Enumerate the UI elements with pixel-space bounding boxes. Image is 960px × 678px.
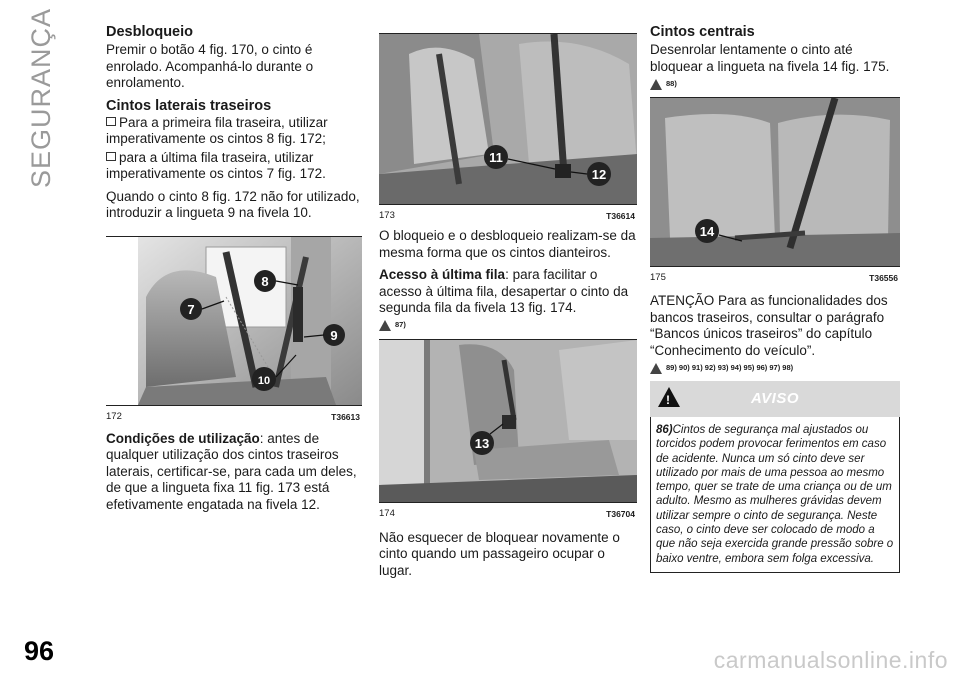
heading-laterais: Cintos laterais traseiros xyxy=(106,97,272,114)
callout-11: 11 xyxy=(489,150,503,165)
section-title: SEGURANÇA xyxy=(26,7,56,188)
column-3 xyxy=(650,24,900,573)
callout-13: 13 xyxy=(474,435,490,451)
checkbox-icon xyxy=(106,152,116,161)
figure-172 xyxy=(106,236,362,406)
heading-centrais: Cintos centrais xyxy=(650,24,755,40)
warning-triangle-icon xyxy=(658,387,680,407)
para-acesso: Acesso à última fila: para facilitar o acesso à última fila, desapertar o cinto da segunda fila da fivela 13 fig. 174. xyxy=(379,267,629,315)
figure-173-caption: 173 T36614 xyxy=(379,210,635,221)
aviso-header: ! AVISO xyxy=(650,381,900,417)
figure-174-image xyxy=(379,340,637,502)
callout-8: 8 xyxy=(261,273,269,289)
callout-9: 9 xyxy=(330,327,338,343)
figure-174 xyxy=(379,339,637,503)
para-atencao: ATENÇÃO Para as funcionalidades dos bancos traseiros, consultar o parágrafo “Bancos únicos traseiros” do capítulo “Conhecimento do veículo”. xyxy=(650,293,888,358)
heading-desbloqueio: Desbloqueio xyxy=(106,24,194,40)
para-desbloqueio: Premir o botão 4 fig. 170, o cinto é enrolado. Acompanhá-lo durante o enrolamento. xyxy=(106,42,314,90)
watermark: carmanualsonline.info xyxy=(713,647,948,673)
figure-172-caption: 172 T36613 xyxy=(106,410,360,422)
callout-10: 10 xyxy=(257,374,271,387)
aviso-box: 86)Cintos de segurança mal ajustados ou torcidos podem provocar ferimentos em caso de acidente. Nunca um só cinto deve ser utilizado por mais de uma pessoa ao mesmo tempo, quer se trate de uma criança ou de um adulto. Mesmo as mulheres grávidas devem utilizar sempre o cinto de segurança. Neste caso, o cinto deve ser colocado de modo a que não seja exercida grande pressão sobre o baixo ventre, embora sem folga excessiva. xyxy=(650,417,900,573)
warning-triangle-icon xyxy=(379,320,391,331)
callout-12: 12 xyxy=(591,167,607,182)
figure-175-caption: 175 T36556 xyxy=(650,272,898,283)
checkbox-icon xyxy=(106,117,116,126)
figure-172-image xyxy=(106,237,362,405)
warning-reference-88: 88) xyxy=(650,77,900,91)
warning-references-89-98: 89) 90) 91) 92) 93) 94) 95) 96) 97) 98) xyxy=(650,361,900,375)
callout-7: 7 xyxy=(187,301,195,317)
column-2 xyxy=(379,33,637,585)
warning-reference-87: 87) xyxy=(379,319,637,333)
para-condicoes: Condições de utilização: antes de qualquer utilização dos cintos traseiros laterais, certificar-se, para cada um deles, de que a lingueta fixa 11 fig. 173 está efetivamente engatada na fivela 12. xyxy=(106,430,357,512)
warning-triangle-icon xyxy=(650,363,662,374)
para-centrais: Desenrolar lentamente o cinto até bloquear a lingueta na fivela 14 fig. 175. xyxy=(650,42,890,74)
figure-174-caption: 174 T36704 xyxy=(379,507,635,519)
column-1 xyxy=(106,24,362,519)
para-bloqueio: O bloqueio e o desbloqueio realizam-se da mesma forma que os cintos dianteiros. xyxy=(379,228,636,260)
warning-triangle-icon xyxy=(650,79,662,90)
list-item-2: para a última fila traseira, utilizar imperativamente os cintos 7 fig. 172. xyxy=(106,149,326,181)
figure-175-image xyxy=(650,98,900,266)
page-number: 96 xyxy=(24,636,55,666)
para-nao-esquecer: Não esquecer de bloquear novamente o cinto quando um passageiro ocupar o lugar. xyxy=(379,529,620,578)
para-quando: Quando o cinto 8 fig. 172 não for utilizado, introduzir a lingueta 9 na fivela 10. xyxy=(106,188,360,220)
callout-14: 14 xyxy=(699,224,715,239)
list-item-1: Para a primeira fila traseira, utilizar imperativamente os cintos 8 fig. 172; xyxy=(106,114,328,146)
figure-175 xyxy=(650,97,900,267)
figure-173-image xyxy=(379,34,637,204)
figure-173 xyxy=(379,33,637,205)
